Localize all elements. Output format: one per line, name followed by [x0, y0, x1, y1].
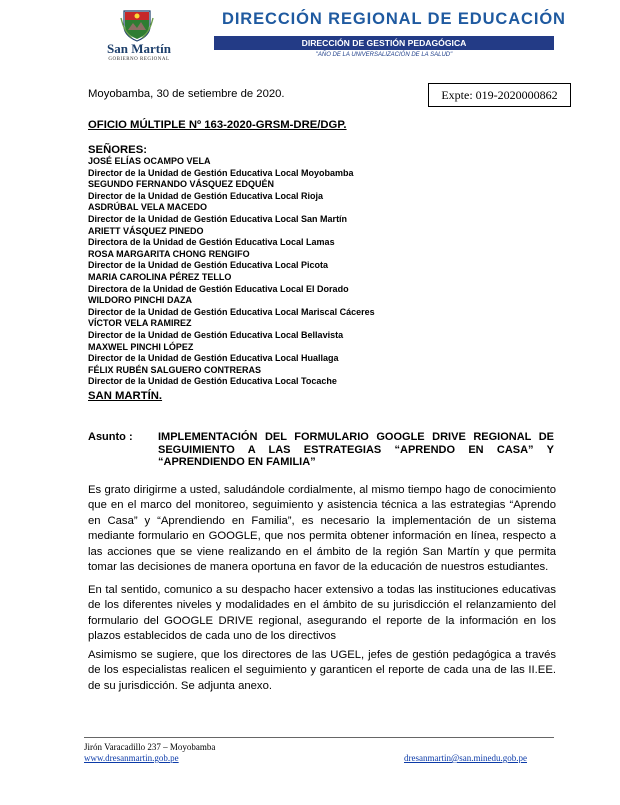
logo-name: San Martín	[107, 41, 171, 56]
addressee-line: VÍCTOR VELA RAMIREZ	[88, 318, 192, 329]
salutation: SEÑORES:	[88, 144, 148, 156]
addressee-line: JOSÉ ELÍAS OCAMPO VELA	[88, 156, 211, 166]
addressee-line: Director de la Unidad de Gestión Educativa Local Mariscal Cáceres	[88, 306, 375, 317]
addressee-line: Directora de la Unidad de Gestión Educativa Local Lamas	[88, 237, 335, 248]
addressee-line: MAXWEL PINCHI LÓPEZ	[88, 341, 194, 352]
addressee-line: SEGUNDO FERNANDO VÁSQUEZ EDQUÉN	[88, 179, 275, 190]
addressee-line: ROSA MARGARITA CHONG RENGIFO	[88, 248, 250, 259]
addressee-line: Directora de la Unidad de Gestión Educativa Local El Dorado	[88, 283, 349, 294]
website-link[interactable]: www.dresanmartin.gob.pe	[84, 753, 179, 763]
body-paragraph: Es grato dirigirme a usted, saludándole cordialmente, al mismo tiempo hago de conocimiento que en el marco del monitoreo, seguimiento y asistencia técnica a las estrategias “Aprendo en Casa” y “Aprendiendo en Familia”, es necesario la implementación de un sistema mediante formulario en GOOGLE, que nos permita obtener información en línea, respecto a las acciones que se viene realizando en el ámbito de la región San Martín y que permita tomar las decisiones de manera oportuna en favor de la educación de nuestros estudiantes.	[88, 484, 556, 574]
regional-crest-icon	[120, 8, 154, 42]
footer-divider	[84, 737, 554, 738]
addressee-line: Director de la Unidad de Gestión Educativa Local Bellavista	[88, 329, 344, 340]
institution-title: DIRECCIÓN REGIONAL DE EDUCACIÓN	[222, 10, 566, 28]
addressee-line: Director de la Unidad de Gestión Educativa Local Picota	[88, 260, 329, 271]
regional-government-logo	[96, 8, 182, 64]
addressee-line: ARIETT VÁSQUEZ PINEDO	[88, 225, 204, 236]
addressee-line: Director de la Unidad de Gestión Educativa Local Rioja	[88, 190, 324, 201]
addressee-line: Director de la Unidad de Gestión Educativa Local San Martín	[88, 213, 348, 224]
subject-text: IMPLEMENTACIÓN DEL FORMULARIO GOOGLE DRIVE REGIONAL DE SEGUIMIENTO A LAS ESTRATEGIAS “APRENDO EN CASA” Y “APRENDIENDO EN FAMILIA”	[158, 431, 554, 468]
oficio-number: OFICIO MÚLTIPLE Nº 163-2020-GRSM-DRE/DGP.	[88, 119, 347, 131]
addressee-line: FÉLIX RUBÉN SALGUERO CONTRERAS	[88, 364, 262, 375]
addressee-line: Director de la Unidad de Gestión Educativa Local Huallaga	[88, 353, 339, 364]
addressee-line: Director de la Unidad de Gestión Educativa Local Tocache	[88, 376, 337, 387]
addressee-line: Director de la Unidad de Gestión Educativa Local Moyobamba	[88, 167, 354, 178]
region-line: SAN MARTÍN.	[88, 390, 163, 402]
department-banner: DIRECCIÓN DE GESTIÓN PEDAGÓGICA	[214, 36, 554, 50]
subject-label: Asunto :	[88, 431, 133, 443]
expediente-box: Expte: 019-2020000862	[428, 83, 571, 107]
logo-subtitle: GOBIERNO REGIONAL	[108, 57, 170, 62]
addressee-line: MARIA CAROLINA PÉREZ TELLO	[88, 271, 232, 282]
letter-date: Moyobamba, 30 de setiembre de 2020.	[88, 88, 285, 100]
body-paragraph: En tal sentido, comunico a su despacho hacer extensivo a todas las instituciones educativas de los diferentes niveles y modalidades en el ámbito de su jurisdicción el relanzamiento del formulario del GOOGLE DRIVE regional, asegurando el reporte de la información en los plazos establecidos de cada uno de los directivos	[88, 584, 556, 643]
email-link[interactable]: dresanmartin@san.minedu.gob.pe	[404, 753, 528, 763]
addressee-line: WILDORO PINCHI DAZA	[88, 295, 192, 306]
body-paragraph: Asimismo se sugiere, que los directores de las UGEL, jefes de gestión pedagógica a través de los especialistas realicen el seguimiento y garanticen el reporte de cada una de las II.EE. de su jurisdicción. Se adjunta anexo.	[88, 649, 556, 692]
year-motto: "AÑO DE LA UNIVERSALIZACIÓN DE LA SALUD"	[315, 52, 453, 58]
footer-address: Jirón Varacadillo 237 – Moyobamba	[84, 742, 216, 752]
addressee-list	[88, 156, 375, 388]
addressee-line: ASDRÚBAL VELA MACEDO	[88, 202, 208, 213]
